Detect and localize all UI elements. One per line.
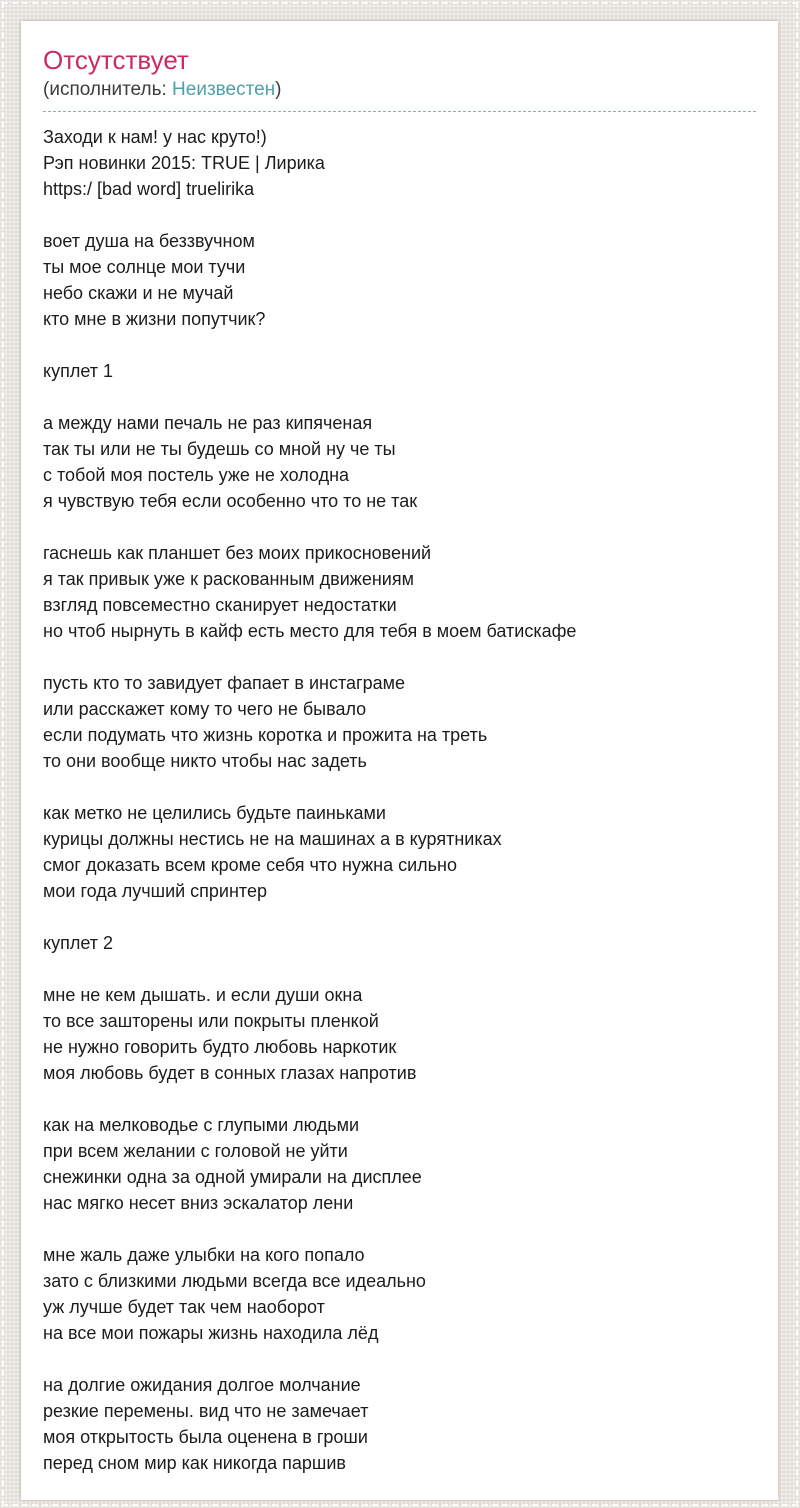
lyric-line: с тобой моя постель уже не холодна (43, 465, 350, 485)
lyric-line (43, 1346, 756, 1372)
lyric-line: то они вообще никто чтобы нас задеть (43, 751, 367, 771)
artist-line (43, 78, 756, 102)
lyric-line (43, 202, 756, 228)
lyric-line: или расскажет кому то чего не бывало (43, 699, 367, 719)
lyric-line: на долгие ожидания долгое молчание (43, 1375, 361, 1395)
lyric-line: снежинки одна за одной умирали на дисплее (43, 1167, 422, 1187)
lyric-line: https:/ [bad word] truelirika (43, 179, 255, 199)
lyric-line: так ты или не ты будешь со мной ну че ты (43, 439, 396, 459)
lyric-line: моя любовь будет в сонных глазах напротив (43, 1063, 417, 1083)
lyric-line (43, 1086, 756, 1112)
lyrics-text-block (43, 124, 756, 1476)
lyric-line: но чтоб нырнуть в кайф есть место для тебя в моем батискафе (43, 621, 577, 641)
lyric-line: куплет 2 (43, 933, 113, 953)
lyric-line: на все мои пожары жизнь находила лёд (43, 1323, 379, 1343)
lyric-line: если подумать что жизнь коротка и прожита на треть (43, 725, 488, 745)
lyric-line: я чувствую тебя если особенно что то не так (43, 491, 418, 511)
lyric-line: резкие перемены. вид что не замечает (43, 1401, 369, 1421)
lyric-line: перед сном мир как никогда паршив (43, 1453, 346, 1473)
lyrics-card (21, 21, 778, 1500)
lyric-line: не нужно говорить будто любовь наркотик (43, 1037, 397, 1057)
artist-link[interactable]: Неизвестен (172, 79, 276, 100)
lyric-line: как на мелководье с глупыми людьми (43, 1115, 360, 1135)
lyric-line: гаснешь как планшет без моих прикосновений (43, 543, 432, 563)
lyric-line: зато с близкими людьми всегда все идеально (43, 1271, 426, 1291)
lyric-line: уж лучше будет так чем наоборот (43, 1297, 325, 1317)
lyric-line (43, 514, 756, 540)
lyric-line: куплет 1 (43, 361, 113, 381)
artist-label: (исполнитель: (43, 79, 173, 100)
lyric-line: нас мягко несет вниз эскалатор лени (43, 1193, 354, 1213)
lyric-line: воет душа на беззвучном (43, 231, 255, 251)
lyric-line (43, 1216, 756, 1242)
lyric-line: Рэп новинки 2015: TRUE | Лирика (43, 153, 325, 173)
lyric-line: при всем желании с головой не уйти (43, 1141, 348, 1161)
artist-line-suffix: ) (275, 79, 282, 100)
lyric-line: пусть кто то завидует фапает в инстаграме (43, 673, 406, 693)
lyric-line: мне не кем дышать. и если души окна (43, 985, 363, 1005)
lyric-line (43, 956, 756, 982)
lyric-line (43, 644, 756, 670)
lyric-line: Заходи к нам! у нас круто!) (43, 127, 267, 147)
lyric-line: взгляд повсеместно сканирует недостатки (43, 595, 397, 615)
lyric-line: как метко не целились будьте паиньками (43, 803, 386, 823)
lyric-line: мне жаль даже улыбки на кого попало (43, 1245, 365, 1265)
lyric-line: мои года лучший спринтер (43, 881, 267, 901)
lyric-line: ты мое солнце мои тучи (43, 257, 246, 277)
lyric-line: смог доказать всем кроме себя что нужна сильно (43, 855, 457, 875)
song-title-link[interactable]: Отсутствует (43, 45, 189, 75)
lyric-line (43, 904, 756, 930)
song-header (43, 45, 756, 112)
lyric-line: небо скажи и не мучай (43, 283, 234, 303)
lyric-line: а между нами печаль не раз кипяченая (43, 413, 373, 433)
lyric-line (43, 384, 756, 410)
lyric-line: то все зашторены или покрыты пленкой (43, 1011, 379, 1031)
lyric-line: курицы должны нестись не на машинах а в курятниках (43, 829, 502, 849)
lyric-line (43, 774, 756, 800)
lyric-line: моя открытость была оценена в гроши (43, 1427, 368, 1447)
lyric-line: кто мне в жизни попутчик? (43, 309, 266, 329)
lyric-line: я так привык уже к раскованным движениям (43, 569, 414, 589)
lyric-line (43, 332, 756, 358)
